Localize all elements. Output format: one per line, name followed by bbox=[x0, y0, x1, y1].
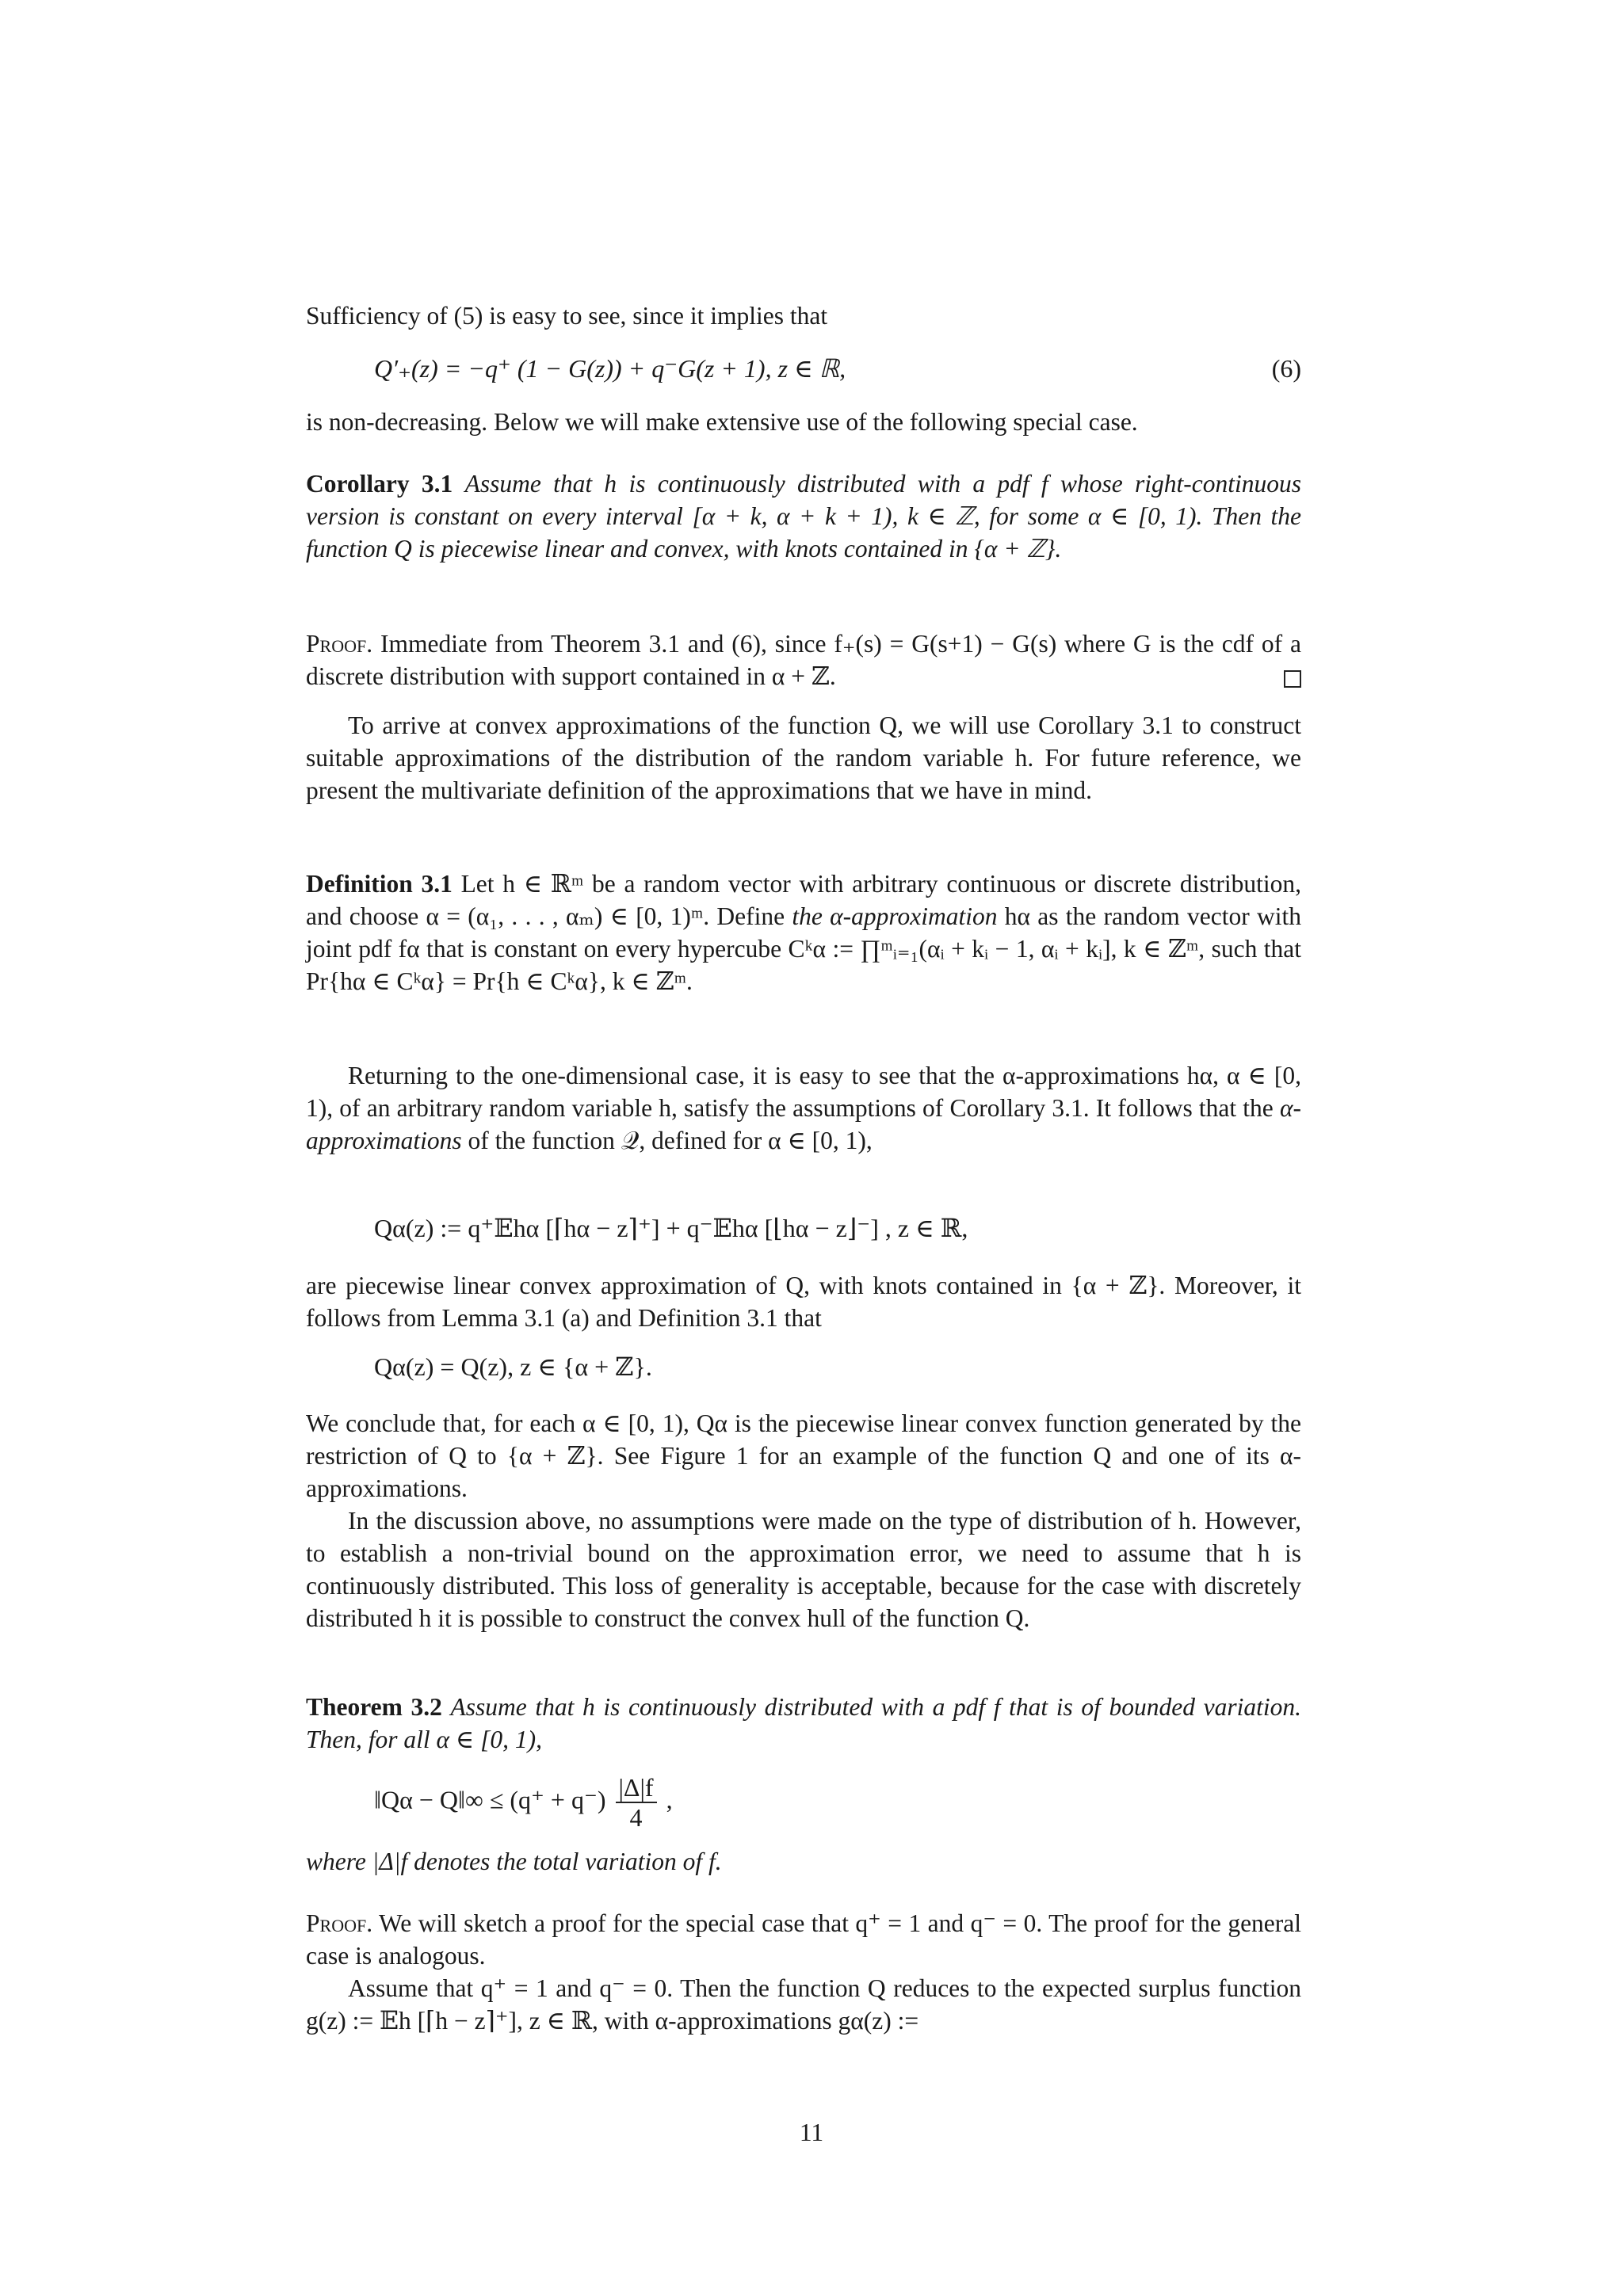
returning-text-2: of the function 𝒬, defined for α ∈ [0, 1), bbox=[468, 1127, 873, 1154]
proof-corollary bbox=[306, 627, 1301, 692]
page-number: 11 bbox=[799, 2119, 824, 2146]
definition-heading: Definition 3.1 bbox=[306, 870, 453, 898]
bound-numerator: |Δ|f bbox=[616, 1773, 657, 1803]
bound-fraction bbox=[616, 1773, 657, 1832]
corollary-text: Assume that h is continuously distributed with a pdf f whose right-continuous version is constant on every interval [α + k, α + k + 1), k ∈ ℤ, for some α ∈ [0, 1). Then the function Q is piecewise linear and convex, with knots contained in {α + ℤ}. bbox=[306, 470, 1302, 563]
equation-6 bbox=[374, 353, 1301, 385]
bound-lhs: ‖Qα − Q‖∞ ≤ (q⁺ + q⁻) bbox=[374, 1785, 606, 1814]
theorem-text: Assume that h is continuously distributed with a pdf f that is of bounded variation. Then, for all α ∈ [0, 1), bbox=[306, 1693, 1301, 1753]
proof-heading: Proof. bbox=[306, 630, 373, 658]
equation-q-alpha: Qα(z) := q⁺𝔼hα [⌈hα − z⌉⁺] + q⁻𝔼hα [⌊hα − z⌋⁻] , z ∈ ℝ, bbox=[374, 1214, 968, 1242]
equation-bound bbox=[374, 1773, 1301, 1832]
theorem-3-2 bbox=[306, 1691, 1301, 1756]
paragraph-conclude: We conclude that, for each α ∈ [0, 1), Qα is the piecewise linear convex function generated by the restriction of Q to {α + ℤ}. See Figure 1 for an example of the function Q and one of its α-approximations. bbox=[306, 1409, 1301, 1502]
proof-text: Immediate from Theorem 3.1 and (6), since f₊(s) = G(s+1) − G(s) where G is the cdf of a discrete distribution with support contained in α + ℤ. bbox=[306, 630, 1302, 690]
equation-equal-on-knots: Qα(z) = Q(z), z ∈ {α + ℤ}. bbox=[374, 1352, 652, 1381]
equation-6-body: Q′₊(z) = −q⁺ (1 − G(z)) + q⁻G(z + 1), z ∈ ℝ, bbox=[374, 354, 846, 383]
paragraph-discussion: In the discussion above, no assumptions were made on the type of distribution of h. However, to establish a non-trivial bound on the approximation error, we need to assume that h is continuously distributed. This loss of generality is acceptable, because for the case with discretely distributed h it is possible to construct the convex hull of the function Q. bbox=[306, 1507, 1301, 1632]
bound-tail: , bbox=[666, 1785, 673, 1814]
corollary-3-1 bbox=[306, 467, 1301, 565]
theorem-heading: Theorem 3.2 bbox=[306, 1693, 442, 1721]
proof-heading-2: Proof. bbox=[306, 1909, 373, 1937]
bound-denominator: 4 bbox=[629, 1803, 643, 1832]
definition-3-1 bbox=[306, 868, 1301, 997]
returning-text-1: Returning to the one-dimensional case, it is easy to see that the α-approximations hα, α ∈ [0, 1), of an arbitrary random variable h, satisfy the assumptions of Corollary 3.1. It follows that the bbox=[306, 1062, 1301, 1122]
qed-box bbox=[1284, 670, 1301, 688]
paragraph-arrive: To arrive at convex approximations of the function Q, we will use Corollary 3.1 to construct suitable approximations of the distribution of the random variable h. For future reference, we present the multivariate definition of the approximations that we have in mind. bbox=[306, 711, 1301, 804]
paragraph-returning bbox=[306, 1059, 1301, 1157]
returning-term: α-approximations bbox=[306, 1094, 1302, 1154]
corollary-heading: Corollary 3.1 bbox=[306, 470, 453, 498]
paragraph-piecewise: are piecewise linear convex approximation of Q, with knots contained in {α + ℤ}. Moreover, it follows from Lemma 3.1 (a) and Definition 3.1 that bbox=[306, 1272, 1301, 1332]
definition-text-2: hα as the random vector with joint pdf fα that is constant on every hypercube Cᵏα := ∏ᵐᵢ₌₁(αᵢ + kᵢ − 1, αᵢ + kᵢ], k ∈ ℤᵐ, such that Pr{hα ∈ Cᵏα} = Pr{h ∈ Cᵏα}, k ∈ ℤᵐ. bbox=[306, 902, 1302, 995]
definition-text-1: Let h ∈ ℝᵐ be a random vector with arbitrary continuous or discrete distribution, and choose α = (α₁, . . . , αₘ) ∈ [0, 1)ᵐ. Define bbox=[306, 870, 1301, 930]
proof-text-2: We will sketch a proof for the special case that q⁺ = 1 and q⁻ = 0. The proof for the general case is analogous. bbox=[306, 1909, 1302, 1970]
paragraph-assume: Assume that q⁺ = 1 and q⁻ = 0. Then the function Q reduces to the expected surplus function g(z) := 𝔼h [⌈h − z⌉⁺], z ∈ ℝ, with α-approximations gα(z) := bbox=[306, 1974, 1301, 2035]
theorem-where: where |Δ|f denotes the total variation of f. bbox=[306, 1848, 722, 1875]
proof-theorem bbox=[306, 1907, 1301, 1972]
paragraph-sufficiency: Sufficiency of (5) is easy to see, since it implies that bbox=[306, 302, 828, 330]
definition-term: the α-approximation bbox=[792, 902, 998, 930]
equation-6-number: (6) bbox=[1271, 354, 1301, 383]
paragraph-nondecreasing: is non-decreasing. Below we will make extensive use of the following special case. bbox=[306, 408, 1138, 436]
